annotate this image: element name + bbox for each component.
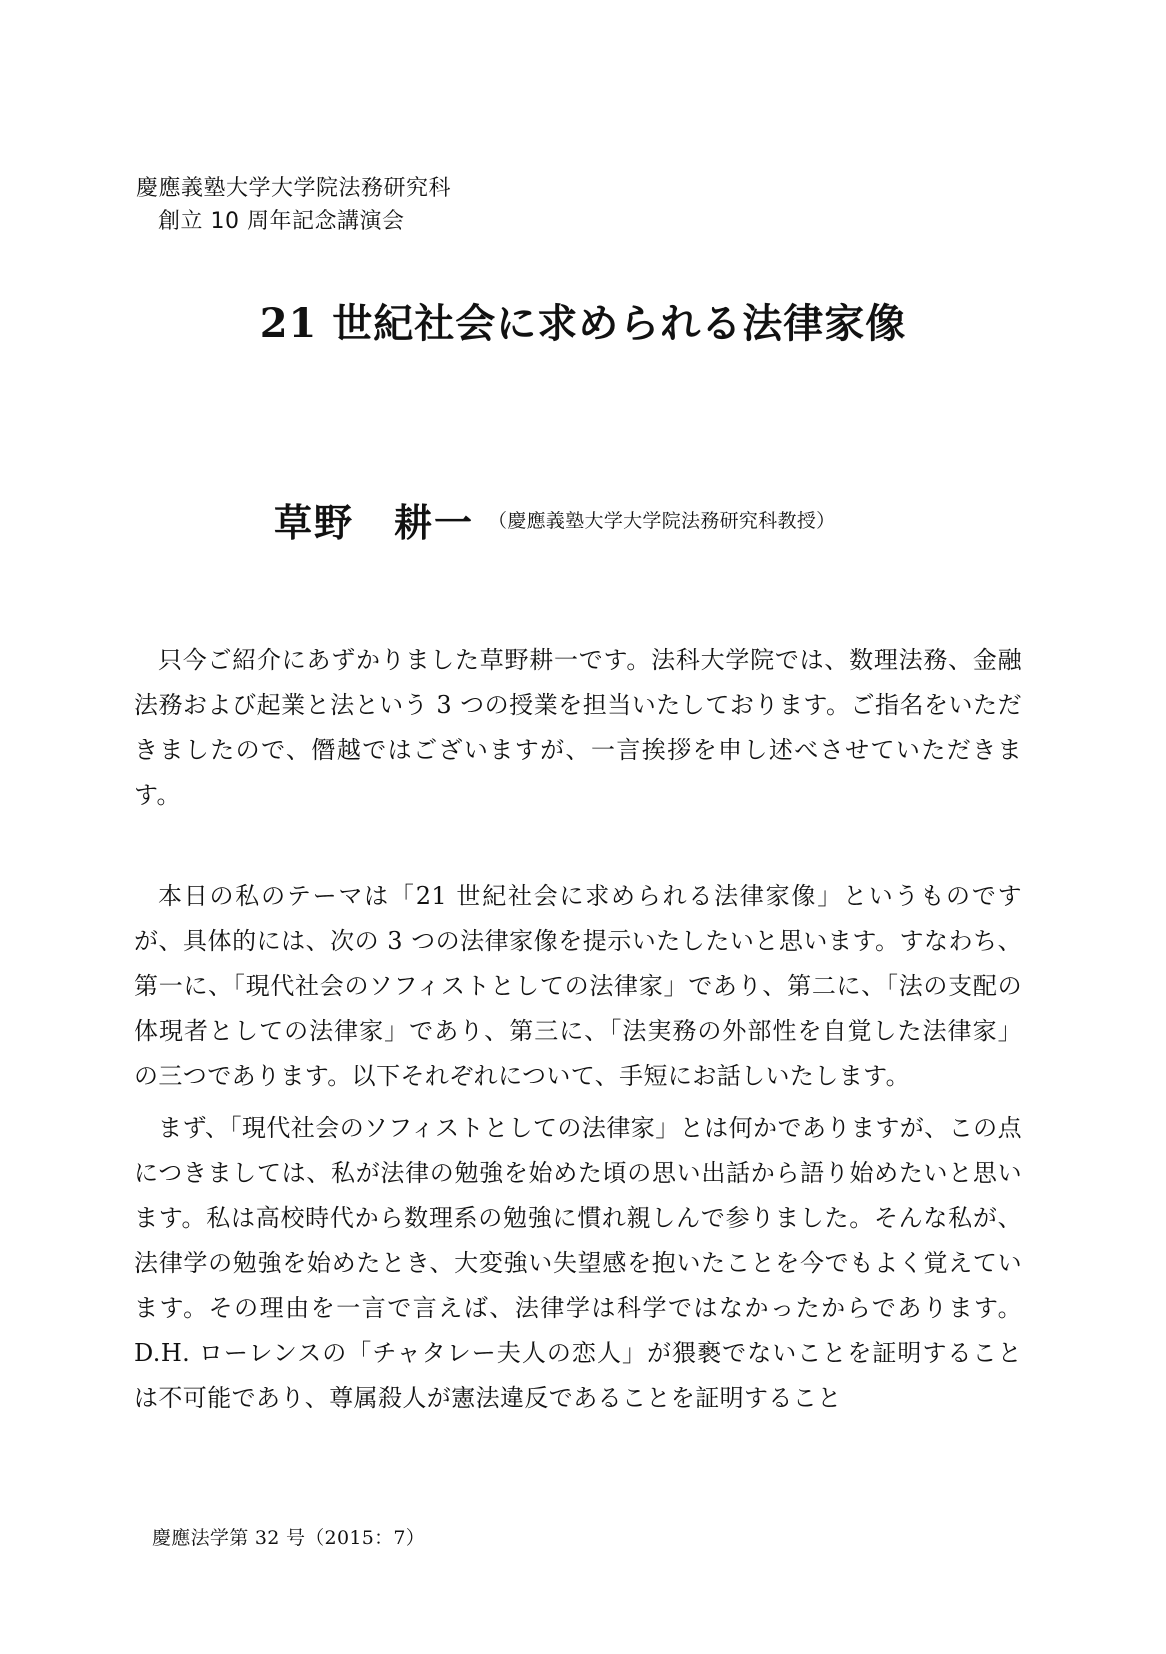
event-line-lecture: 創立 10 周年記念講演会: [158, 209, 405, 234]
journal-citation: 慶應法学第 32 号（2015：7）: [152, 1527, 426, 1549]
author-affiliation: （慶應義塾大学大学院法務研究科教授）: [488, 510, 836, 532]
author-byline: [274, 492, 835, 547]
article-title: 21 世紀社会に求められる法律家像: [259, 300, 907, 347]
event-line-institution: 慶應義塾大学大学院法務研究科: [136, 176, 452, 201]
author-name: 草野 耕一: [274, 500, 475, 545]
body-paragraph-2: 本日の私のテーマは「21 世紀社会に求められる法律家像」というものですが、具体的には、次の 3 つの法律家像を提示いたしたいと思います。すなわち、第一に、「現代社会のソフィストとしての法律家」であり、第二に、「法の支配の体現者としての法律家」であり、第三に、「法実務の外部性を自覚した法律家」の三つであります。以下それぞれについて、手短にお話しいたします。: [134, 882, 1022, 1090]
body-paragraph-1: 只今ご紹介にあずかりました草野耕一です。法科大学院では、数理法務、金融法務および起業と法という 3 つの授業を担当いたしております。ご指名をいただきましたので、僭越ではございますが、一言挨拶を申し述べさせていただきます。: [134, 646, 1022, 809]
body-paragraph-3: まず、「現代社会のソフィストとしての法律家」とは何かでありますが、この点につきましては、私が法律の勉強を始めた頃の思い出話から語り始めたいと思います。私は高校時代から数理系の勉強に慣れ親しんで参りました。そんな私が、法律学の勉強を始めたとき、大変強い失望感を抱いたことを今でもよく覚えています。その理由を一言で言えば、法律学は科学ではなかったからであります。D.H. ローレンスの「チャタレー夫人の恋人」が猥褻でないことを証明することは不可能であり、尊属殺人が憲法違反であることを証明すること: [134, 1114, 1022, 1412]
event-heading: [136, 172, 451, 238]
